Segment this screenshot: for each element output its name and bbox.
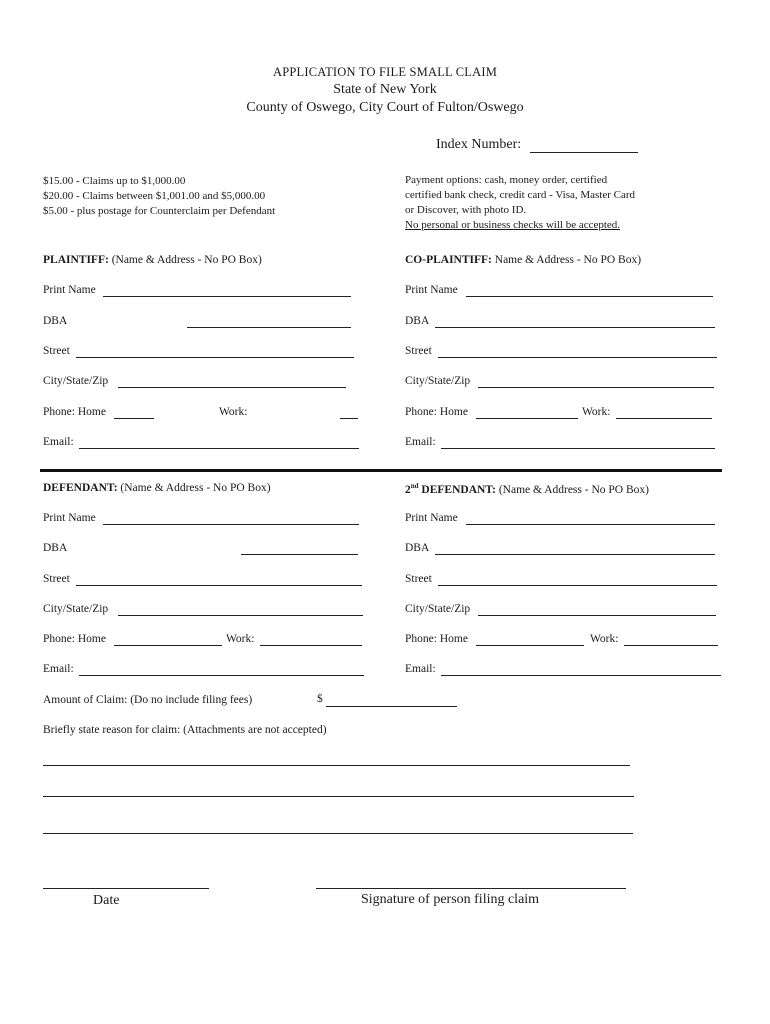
coplaintiff-print-name-label: Print Name: [405, 284, 458, 296]
coplaintiff-work-label: Work:: [582, 406, 611, 418]
state-line: State of New York: [333, 82, 437, 97]
defendant-dba-field[interactable]: [241, 554, 358, 555]
date-field[interactable]: [43, 888, 209, 889]
fee-line-2: $20.00 - Claims between $1,001.00 and $5,000.00: [43, 190, 266, 202]
defendant-dba-label: DBA: [43, 542, 68, 554]
fee-line-3: $5.00 - plus postage for Counterclaim per Defendant: [43, 205, 276, 217]
plaintiff-phone-home-field[interactable]: [114, 418, 154, 419]
coplaintiff-dba-label: DBA: [405, 315, 430, 327]
reason-line-3[interactable]: [43, 833, 633, 834]
defendant-city-field[interactable]: [118, 615, 363, 616]
defendant-email-field[interactable]: [79, 675, 364, 676]
defendant-print-name-label: Print Name: [43, 512, 96, 524]
defendant2-print-name-label: Print Name: [405, 512, 458, 524]
defendant2-phone-home-label: Phone: Home: [405, 633, 468, 645]
defendant2-email-field[interactable]: [441, 675, 721, 676]
defendant2-heading-num: 2: [405, 483, 411, 496]
defendant2-street-label: Street: [405, 573, 432, 585]
payment-line-1: Payment options: cash, money order, certified: [405, 174, 608, 186]
fee-line-1: $15.00 - Claims up to $1,000.00: [43, 175, 186, 187]
defendant-phone-home-field[interactable]: [114, 645, 222, 646]
defendant-street-field[interactable]: [76, 585, 362, 586]
plaintiff-street-label: Street: [43, 345, 70, 357]
payment-line-4: No personal or business checks will be accepted.: [405, 219, 621, 231]
coplaintiff-heading: [405, 254, 641, 266]
plaintiff-heading: [43, 254, 262, 266]
coplaintiff-city-label: City/State/Zip: [405, 375, 471, 387]
dollar-sign: $: [317, 693, 323, 705]
defendant-city-label: City/State/Zip: [43, 603, 109, 615]
plaintiff-street-field[interactable]: [76, 357, 354, 358]
defendant-print-name-field[interactable]: [103, 524, 359, 525]
plaintiff-email-label: Email:: [43, 436, 74, 448]
reason-label: Briefly state reason for claim: (Attachments are not accepted): [43, 724, 327, 736]
defendant2-heading-rest: (Name & Address - No PO Box): [495, 483, 649, 496]
coplaintiff-phone-home-field[interactable]: [476, 418, 578, 419]
plaintiff-city-label: City/State/Zip: [43, 375, 109, 387]
signature-field[interactable]: [316, 888, 626, 889]
defendant-work-label: Work:: [226, 633, 255, 645]
defendant-work-field[interactable]: [260, 645, 362, 646]
plaintiff-dba-field[interactable]: [187, 327, 351, 328]
payment-line-2: certified bank check, credit card - Visa, Master Card: [405, 189, 636, 201]
coplaintiff-city-field[interactable]: [478, 387, 714, 388]
reason-line-2[interactable]: [43, 796, 634, 797]
plaintiff-print-name-field[interactable]: [103, 296, 351, 297]
coplaintiff-street-field[interactable]: [438, 357, 717, 358]
date-label: Date: [93, 893, 120, 908]
coplaintiff-print-name-field[interactable]: [466, 296, 713, 297]
defendant2-heading: [405, 482, 649, 496]
coplaintiff-email-field[interactable]: [441, 448, 715, 449]
coplaintiff-work-field[interactable]: [616, 418, 712, 419]
signature-label: Signature of person filing claim: [361, 892, 540, 907]
plaintiff-work-field[interactable]: [340, 418, 358, 419]
plaintiff-print-name-label: Print Name: [43, 284, 96, 296]
defendant2-phone-home-field[interactable]: [476, 645, 584, 646]
payment-line-3: or Discover, with photo ID.: [405, 204, 527, 216]
amount-claim-label: Amount of Claim: (Do no include filing fees): [43, 694, 253, 706]
plaintiff-heading-rest: (Name & Address - No PO Box): [108, 254, 262, 266]
reason-line-1[interactable]: [43, 765, 630, 766]
plaintiff-email-field[interactable]: [79, 448, 359, 449]
defendant-phone-home-label: Phone: Home: [43, 633, 106, 645]
coplaintiff-email-label: Email:: [405, 436, 436, 448]
plaintiff-heading-bold: PLAINTIFF:: [43, 254, 109, 266]
defendant2-print-name-field[interactable]: [466, 524, 715, 525]
defendant2-heading-sup: nd: [410, 482, 419, 490]
plaintiff-work-label: Work:: [219, 406, 248, 418]
defendant2-work-field[interactable]: [624, 645, 718, 646]
amount-claim-field[interactable]: [326, 706, 457, 707]
plaintiff-dba-label: DBA: [43, 315, 68, 327]
coplaintiff-heading-bold: CO-PLAINTIFF:: [405, 254, 492, 266]
defendant-email-label: Email:: [43, 663, 74, 675]
defendant-street-label: Street: [43, 573, 70, 585]
coplaintiff-dba-field[interactable]: [435, 327, 715, 328]
defendant2-street-field[interactable]: [438, 585, 717, 586]
coplaintiff-street-label: Street: [405, 345, 432, 357]
defendant2-dba-field[interactable]: [435, 554, 715, 555]
section-divider: [40, 469, 722, 472]
form-title: APPLICATION TO FILE SMALL CLAIM: [272, 65, 498, 79]
defendant-heading-rest: (Name & Address - No PO Box): [117, 482, 271, 494]
plaintiff-city-field[interactable]: [118, 387, 346, 388]
plaintiff-phone-home-label: Phone: Home: [43, 406, 106, 418]
defendant2-city-label: City/State/Zip: [405, 603, 471, 615]
defendant2-email-label: Email:: [405, 663, 436, 675]
defendant2-city-field[interactable]: [478, 615, 716, 616]
coplaintiff-heading-rest: Name & Address - No PO Box): [491, 254, 642, 266]
defendant2-dba-label: DBA: [405, 542, 430, 554]
defendant-heading: [43, 482, 271, 494]
index-number-field[interactable]: [530, 152, 638, 153]
index-number-label: Index Number:: [436, 137, 522, 152]
county-line: County of Oswego, City Court of Fulton/Oswego: [246, 100, 524, 115]
coplaintiff-phone-home-label: Phone: Home: [405, 406, 468, 418]
defendant2-work-label: Work:: [590, 633, 619, 645]
defendant-heading-bold: DEFENDANT:: [43, 482, 118, 494]
defendant2-heading-bold: DEFENDANT:: [418, 483, 496, 496]
